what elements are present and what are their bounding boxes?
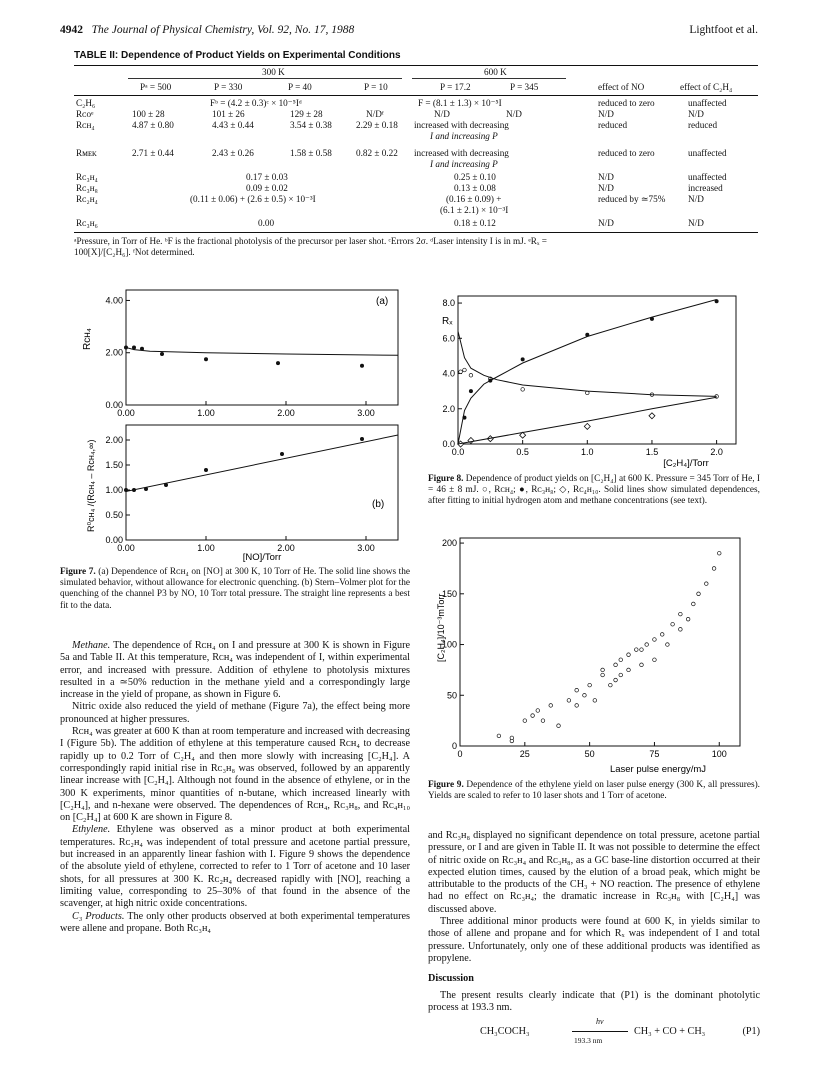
cell: Fᵇ = (4.2 ± 0.3)ᶜ × 10⁻⁵Iᵈ	[210, 98, 302, 108]
cell: (6.1 ± 2.1) × 10⁻³I	[440, 205, 509, 215]
data-point	[679, 628, 683, 632]
cell: 0.18 ± 0.12	[454, 218, 496, 228]
cell: N/D	[598, 218, 614, 228]
y-tick-label: 0	[451, 741, 457, 751]
row-label: Rᴄ₃ʜ₄	[76, 172, 98, 182]
data-point	[557, 724, 561, 728]
cell: 0.25 ± 0.10	[454, 172, 496, 182]
x-tick-label: 25	[519, 749, 530, 759]
col-header: effect of C₂H₄	[680, 82, 733, 92]
section-heading: Discussion	[428, 973, 474, 985]
fig8-frame	[458, 296, 736, 444]
row-label: Rᴍᴇᴋ	[76, 148, 97, 158]
data-point	[634, 648, 638, 652]
cell: N/D	[598, 183, 614, 193]
row-label: Rᴄ₂ʜ₄	[76, 194, 98, 204]
paragraph-text: Nitric oxide also reduced the yield of methane (Figure 7a), the effect being more pronounced at higher pressures.	[60, 701, 410, 725]
y-tick-label: 6.0	[442, 333, 455, 344]
data-point	[575, 704, 579, 708]
paragraph	[60, 701, 410, 726]
paragraph	[428, 916, 760, 965]
cell: N/D	[598, 172, 614, 182]
y-tick-label: 100	[441, 639, 457, 650]
cell: N/D	[688, 194, 704, 204]
figure-9	[428, 532, 748, 774]
fit-line	[458, 331, 717, 396]
x-tick-label: 1.0	[581, 447, 594, 457]
x-tick-label: 3.00	[357, 543, 375, 553]
y-tick-label: 0.50	[105, 510, 123, 520]
caption-label: Figure 7.	[60, 567, 96, 577]
y-tick-label: 4.0	[442, 368, 455, 379]
cell: 2.29 ± 0.18	[356, 120, 398, 130]
paragraph	[60, 726, 410, 824]
fig7-xlabel: [NO]/Torr	[242, 552, 282, 562]
data-point	[653, 638, 657, 642]
col-header: Pᵃ = 500	[140, 82, 172, 92]
cell: I and increasing P	[430, 131, 498, 141]
row-label: Rᴄʜ₄	[76, 120, 95, 130]
x-tick-label: 100	[711, 749, 727, 759]
paragraph	[428, 990, 760, 1015]
data-point	[717, 551, 721, 555]
paragraph-text: The present results clearly indicate that (P1) is the dominant photolytic process at 193.3 nm.	[428, 989, 760, 1013]
y-tick-label: 1.50	[105, 460, 123, 470]
data-point	[593, 699, 597, 703]
x-tick-label: 0.0	[451, 447, 465, 457]
fig7a-frame	[126, 290, 398, 405]
fit-line	[458, 397, 717, 444]
x-tick-label: 0	[457, 749, 463, 759]
y-tick-label: 8.0	[442, 298, 455, 309]
cell: reduced	[598, 120, 628, 130]
y-tick-label: 4.00	[105, 295, 123, 306]
data-point	[575, 688, 579, 692]
data-point	[679, 612, 683, 616]
data-point	[614, 663, 618, 667]
right-column-text	[428, 830, 760, 1046]
x-tick-label: 2.0	[710, 447, 723, 457]
cell: N/D	[434, 109, 450, 119]
cell: unaffected	[688, 172, 727, 182]
data-point	[204, 468, 208, 472]
x-tick-label: 3.00	[357, 408, 375, 418]
cell: 0.82 ± 0.22	[356, 148, 398, 158]
data-point	[614, 678, 618, 682]
cell: 1.58 ± 0.58	[290, 148, 332, 158]
col-header: P = 10	[364, 82, 388, 92]
cell: increased with decreasing	[414, 148, 509, 158]
data-point	[583, 693, 587, 697]
data-point	[640, 648, 644, 652]
eq-products: CH₃ + CO + CH₃	[634, 1026, 706, 1038]
row-label: Rᴄᴏᵉ	[76, 109, 94, 119]
x-tick-label: 1.00	[197, 543, 215, 553]
data-point	[653, 658, 657, 662]
paragraph	[60, 911, 410, 936]
data-point	[360, 364, 364, 368]
cell: 0.00	[258, 218, 275, 228]
data-point	[531, 714, 535, 718]
paragraph-text: The only other products observed at both experimental temperatures were allene and propane. Both Rᴄ₃ʜ₄	[60, 910, 410, 934]
footnote-line: 100[X]/[C₂H₆]. ᶠNot determined.	[74, 247, 195, 257]
y-tick-label: 50	[446, 690, 457, 701]
data-point	[671, 622, 675, 626]
fig7a-panel-label: (a)	[376, 296, 389, 307]
caption-text: Dependence of the ethylene yield on laser pulse energy (300 K, all pressures). Yields are scaled to refer to 10 laser shots and 1 Torr of acetone.	[428, 780, 760, 802]
x-tick-label: 50	[584, 749, 595, 759]
fig8-marks	[442, 298, 722, 457]
y-tick-label: 2.00	[105, 347, 123, 358]
eq-arrow	[572, 1031, 628, 1032]
cell: 4.43 ± 0.44	[212, 120, 254, 130]
data-point	[640, 663, 644, 667]
fig9-xlabel: Laser pulse energy/mJ	[609, 764, 707, 774]
paragraph	[60, 640, 410, 701]
data-point	[686, 617, 690, 621]
left-column-text	[60, 640, 410, 935]
paragraph-lead: Methane.	[72, 640, 111, 651]
eq-arrow-top: hν	[596, 1017, 604, 1027]
x-tick-label: 0.5	[516, 447, 529, 457]
cell: (0.11 ± 0.06) + (2.6 ± 0.5) × 10⁻³I	[190, 194, 316, 204]
y-tick-label: 0.00	[105, 535, 123, 545]
fig7b-marks	[105, 435, 398, 553]
data-point	[627, 668, 631, 672]
cell: 3.54 ± 0.38	[290, 120, 332, 130]
data-point	[645, 643, 649, 647]
cell: 0.09 ± 0.02	[246, 183, 288, 193]
y-tick-label: 2.0	[442, 403, 455, 414]
data-point	[567, 699, 571, 703]
data-point	[704, 582, 708, 586]
caption-text: Dependence of product yields on [C₂H₄] at 600 K. Pressure = 345 Torr of He, I = 46 ± 8 mJ. ○, Rᴄʜ₄; ●, Rᴄ₃ʜ₈; ◇, Rᴄ₄ʜ₁₀. Solid lines show simulated dependences, after fitting to initial hydrogen atom and methane concentrations (see text).	[428, 474, 760, 507]
y-tick-label: 150	[441, 588, 457, 599]
fit-line	[126, 435, 398, 492]
cell: 0.13 ± 0.08	[454, 183, 496, 193]
fig9-marks	[442, 538, 727, 759]
paragraph-text: and Rᴄ₃ʜ₈ displayed no significant dependence on total pressure, acetone partial pressure, or I and are given in Table II. It was not possible to determine the effect of nitric oxide on Rᴄ₃ʜ₄ and Rᴄ₃ʜ₈, as a GC base-line distortion occurred at their expected elution times, caused by the elution of a broad peak, which might be attributable to the products of the CH₃ + NO reaction. The presence of ethylene had no effect on Rᴄ₃ʜ₄; the dramatic increase in Rᴄ₃ʜ₈ with [C₂H₄] was discussed above.	[428, 830, 760, 915]
data-point	[280, 452, 284, 456]
data-point	[601, 668, 605, 672]
footnote-line: ᵃPressure, in Torr of He. ᵇF is the fractional photolysis of the precursor per laser shot. ᶜErrors 2σ. ᵈLaser intensity I is in mJ. ᵉRₓ =	[74, 236, 547, 246]
x-tick-label: 2.00	[277, 408, 295, 418]
row-label: Rᴄ₃ʜ₈	[76, 183, 98, 193]
cell: N/D	[506, 109, 522, 119]
data-point	[469, 373, 473, 377]
caption-text: (a) Dependence of Rᴄʜ₄ on [NO] at 300 K, 10 Torr of He. The solid line shows the simulated behavior, without allowance for electronic quenching. (b) Stern–Volmer plot for the quenching of the channel P3 by NO, 10 Torr total pressure. The straight line represents a best fit to the data.	[60, 567, 410, 611]
page-number: 4942	[60, 24, 83, 36]
cell: 4.87 ± 0.80	[132, 120, 174, 130]
cell: 100 ± 28	[132, 109, 165, 119]
x-tick-label: 0.00	[117, 543, 135, 553]
cell: reduced to zero	[598, 148, 655, 158]
cell: reduced to zero	[598, 98, 655, 108]
fig8-ylabel: Rₓ	[442, 316, 453, 327]
group-300k: 300 K	[262, 67, 285, 77]
x-tick-label: 1.00	[197, 408, 215, 418]
col-header: P = 330	[214, 82, 243, 92]
eq-arrow-bottom: 193.3 nm	[574, 1036, 603, 1046]
data-point	[463, 368, 467, 372]
cell: 2.71 ± 0.44	[132, 148, 174, 158]
eq-reactant: CH₃COCH₃	[480, 1026, 530, 1038]
data-point	[588, 683, 592, 687]
figure-7	[76, 282, 406, 562]
y-tick-label: 0.0	[442, 439, 455, 449]
data-point	[584, 423, 590, 429]
cell: 2.43 ± 0.26	[212, 148, 254, 158]
fig7a-ylabel: Rᴄʜ₄	[82, 328, 93, 350]
figure-9-caption	[428, 780, 760, 802]
fig8-xlabel: [C₂H₄]/Torr	[663, 458, 709, 469]
data-point	[536, 709, 540, 713]
cell: reduced	[688, 120, 718, 130]
x-tick-label: 0.00	[117, 408, 135, 418]
data-point	[649, 413, 655, 419]
data-point	[549, 704, 553, 708]
cell: 0.17 ± 0.03	[246, 172, 288, 182]
data-point	[459, 370, 463, 374]
paragraph	[428, 830, 760, 916]
fit-line	[458, 300, 717, 445]
data-point	[666, 643, 670, 647]
caption-label: Figure 9.	[428, 780, 464, 790]
fig7b-panel-label: (b)	[372, 499, 385, 510]
cell: (0.16 ± 0.09) +	[446, 194, 502, 204]
data-point	[541, 719, 545, 723]
table-title: TABLE II: Dependence of Product Yields on Experimental Conditions	[74, 50, 401, 61]
data-point	[521, 357, 525, 361]
figure-7-caption	[60, 567, 410, 612]
data-point	[712, 567, 716, 571]
paragraph-lead: C₃ Products.	[72, 910, 125, 922]
paragraph-lead: Ethylene.	[72, 824, 111, 836]
data-point	[697, 592, 701, 596]
data-point	[619, 673, 623, 677]
cell: F = (8.1 ± 1.3) × 10⁻⁵I	[418, 98, 502, 108]
data-point	[497, 734, 501, 738]
data-point	[609, 683, 613, 687]
paragraph-text: Three additional minor products were found at 600 K, in yields similar to those of allene and propane and for which Rₓ was independent of I and total pressure. Unfortunately, only one of these additional products was identified as propylene.	[428, 916, 760, 964]
fit-line	[126, 348, 398, 356]
data-point	[523, 719, 527, 723]
data-point	[601, 673, 605, 677]
fig9-frame	[460, 538, 740, 746]
data-point	[692, 602, 696, 606]
running-author: Lightfoot et al.	[689, 24, 758, 36]
cell: 129 ± 28	[290, 109, 323, 119]
y-tick-label: 200	[441, 538, 457, 549]
x-tick-label: 75	[649, 749, 660, 759]
cell: N/D	[688, 218, 704, 228]
cell: reduced by ≃75%	[598, 194, 666, 204]
table-footnotes	[74, 236, 758, 258]
fig9-ylabel: [C₂H₄]/10⁻³mTorr	[436, 593, 446, 662]
paragraph-text: The dependence of Rᴄʜ₄ on I and pressure at 300 K is shown in Figure 5a and Table II. At this temperature, Rᴄʜ₄ was independent of I, within experimental error, and increased with pressure. Addition of ethylene to photolysis mixtures resulted in a ≃50% reduction in the methane yield and a correspondingly large increase in the yield of propane, as shown in Figure 6.	[60, 640, 410, 701]
col-header: P = 17.2	[440, 82, 471, 92]
cell: 101 ± 26	[212, 109, 245, 119]
cell: N/Dᶠ	[366, 109, 384, 119]
journal-name: The Journal of Physical Chemistry, Vol. 92, No. 17, 1988	[91, 24, 355, 36]
data-point	[204, 357, 208, 361]
fig7b-plot	[86, 425, 398, 562]
paragraph	[60, 824, 410, 910]
data-table	[0, 0, 820, 240]
cell: N/D	[598, 109, 614, 119]
group-600k: 600 K	[484, 67, 507, 77]
data-point	[521, 388, 525, 392]
fig7b-frame	[126, 425, 398, 540]
row-label: C₂H₆	[76, 98, 96, 108]
cell: I and increasing P	[430, 159, 498, 169]
data-point	[619, 658, 623, 662]
fig7a-marks	[105, 295, 398, 418]
figure-8	[428, 290, 748, 470]
cell: N/D	[688, 109, 704, 119]
data-point	[660, 633, 664, 637]
cell: increased	[688, 183, 723, 193]
paragraph-text: Ethylene was observed as a minor product at both experimental temperatures. Rᴄ₂ʜ₄ was independent of total pressure and acetone partial pressure, but increased in an apparently linear fashion with I. Figure 9 shows the dependence of the absolute yield of ethylene, corrected to refer to 1 Torr of acetone and 10 laser shots, for all pressures at 300 K. Rᴄ₂ʜ₄ decreased rapidly with [NO], reaching a limiting value, corresponding to 25–30% of that found in the absence of the scavenger, at high nitric oxide concentrations.	[60, 824, 410, 910]
data-point	[276, 361, 280, 365]
equation-p1	[428, 1017, 760, 1046]
y-tick-label: 2.00	[105, 435, 123, 445]
data-point	[469, 389, 473, 393]
caption-label: Figure 8.	[428, 474, 464, 484]
fig7b-ylabel: R⁰ᴄʜ₄ /(Rᴄʜ₄ – Rᴄʜ₄,∞)	[86, 439, 96, 532]
x-tick-label: 1.5	[645, 447, 659, 457]
eq-label: (P1)	[742, 1026, 760, 1038]
col-header: P = 345	[510, 82, 539, 92]
cell: unaffected	[688, 148, 727, 158]
paragraph-text: Rᴄʜ₄ was greater at 600 K than at room temperature and increased with decreasing I (Figure 5b). The addition of ethylene at this temperature caused Rᴄʜ₄ to decrease rapidly up to 0.2 Torr of C₂H₄ and then more slowly with increasing [C₂H₄]. A correspondingly rapid initial rise in Rᴄ₃ʜ₈ was observed, followed by an apparently linear increase with [C₂H₄]. Although not found in the absence of ethylene, or in the 300 K experiments, minor quantities of n-butane, which increased linearly with [C₂H₄], and n-hexane were observed. The dependences of Rᴄʜ₄, Rᴄ₃ʜ₈, and Rᴄ₄ʜ₁₀ on [C₂H₄] at 600 K are shown in Figure 8.	[60, 726, 410, 824]
figure-8-caption	[428, 474, 760, 508]
col-header: P = 40	[288, 82, 312, 92]
data-point	[160, 352, 164, 356]
row-label: Rᴄ₃ʜ₆	[76, 218, 98, 228]
col-header: effect of NO	[598, 82, 645, 92]
cell: unaffected	[688, 98, 727, 108]
fig7a-plot	[82, 290, 398, 418]
x-tick-label: 2.00	[277, 543, 295, 553]
data-point	[510, 736, 514, 740]
data-point	[627, 653, 631, 657]
cell: increased with decreasing	[414, 120, 509, 130]
data-point	[360, 437, 364, 441]
y-tick-label: 0.00	[105, 400, 123, 410]
y-tick-label: 1.00	[105, 485, 123, 495]
